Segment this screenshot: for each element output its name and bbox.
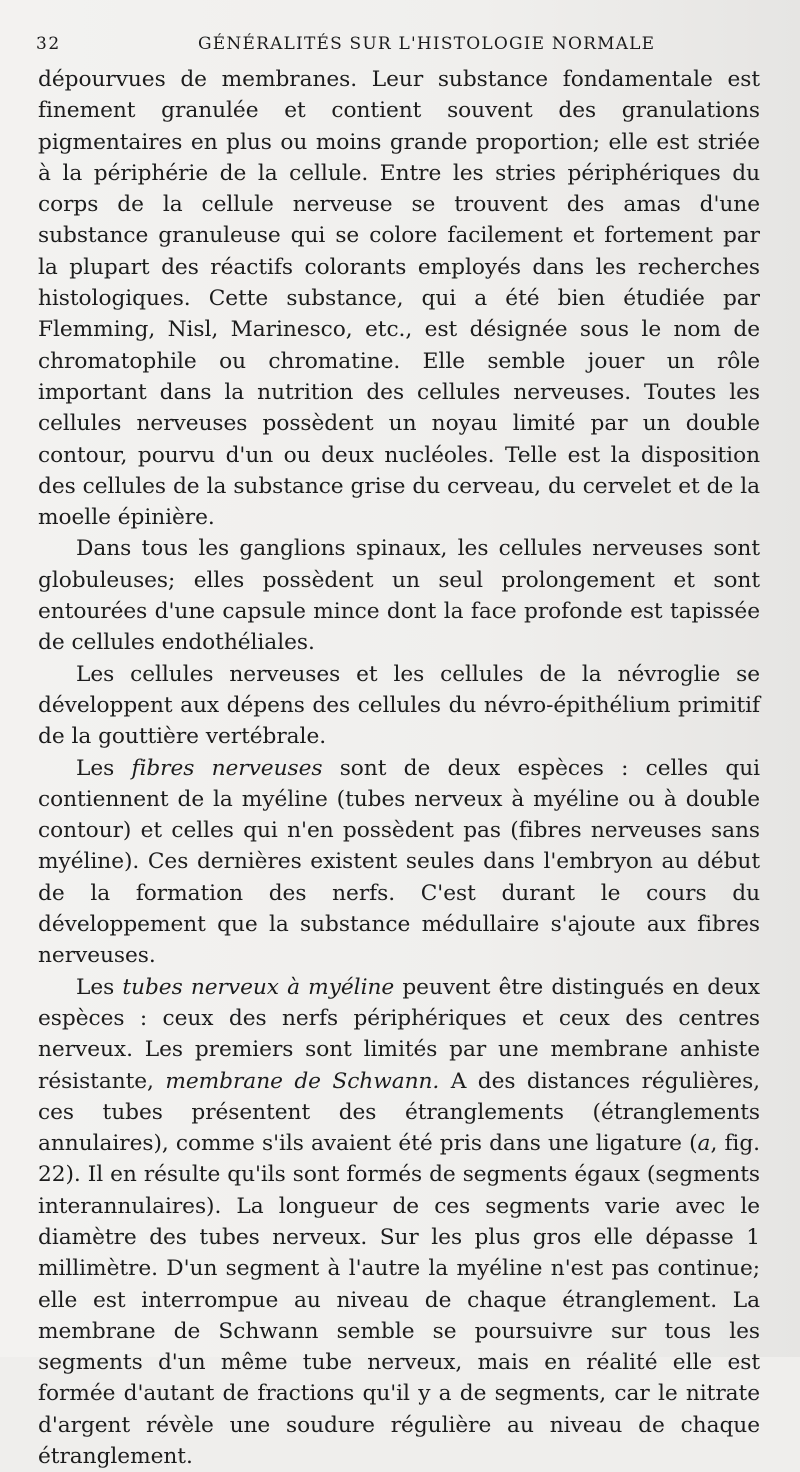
text-run: Les cellules nerveuses et les cellules de la névroglie se développent aux dépens des cellules du névro-épithélium primitif de la gouttière vertébrale. [38, 661, 760, 750]
text-run: A des distances régulières, ces tubes présentent des étranglements (étranglements annulaires), comme s'ils avaient été pris dans une ligature ( [38, 1068, 760, 1157]
italic-term: membrane de Schwann. [165, 1068, 440, 1094]
paragraph [38, 64, 760, 533]
italic-term: fibres nerveuses [131, 755, 323, 781]
paragraph [38, 659, 760, 753]
paragraph [38, 533, 760, 658]
text-run: , fig. 22). Il en résulte qu'ils sont formés de segments égaux (segments interannulaires). La longueur de ces segments varie avec le diamètre des tubes nerveux. Sur les plus gros elle dépasse 1 millimètre. D'un segment à l'autre la myéline n'est pas continue; elle est interrompue au niveau de chaque étranglement. La membrane de Schwann semble se poursuivre sur tous les segments d'un même tube nerveux, mais en réalité elle est formée d'autant de fractions qu'il y a de segments, car le nitrate d'argent révèle une soudure régulière au niveau de chaque étranglement. [38, 1131, 760, 1470]
body-text [38, 64, 760, 1472]
paragraph [38, 972, 760, 1472]
italic-term: a [697, 1131, 711, 1157]
page-header [38, 28, 760, 62]
running-title: GÉNÉRALITÉS SUR L'HISTOLOGIE NORMALE [198, 34, 656, 54]
page-number: 32 [36, 34, 61, 54]
text-run: Les [76, 974, 123, 1000]
text-run: dépourvues de membranes. Leur substance fondamentale est finement granulée et contient souvent des granulations pigmentaires en plus ou moins grande proportion; elle est striée à la périphérie de la cellule. Entre les stries périphériques du corps de la cellule nerveuse se trouvent des amas d'une substance granuleuse qui se colore facilement et fortement par la plupart des réactifs colorants employés dans les recherches histologiques. Cette substance, qui a été bien étudiée par Flemming, Nisl, Marinesco, etc., est désignée sous le nom de chromatophile ou chromatine. Elle semble jouer un rôle important dans la nutrition des cellules nerveuses. Toutes les cellules nerveuses possèdent un noyau limité par un double contour, pourvu d'un ou deux nucléoles. Telle est la disposition des cellules de la substance grise du cerveau, du cervelet et de la moelle épinière. [38, 67, 760, 531]
paragraph [38, 753, 760, 972]
text-run: sont de deux espèces : celles qui contiennent de la myéline (tubes nerveux à myéline ou à double contour) et celles qui n'en possèdent pas (fibres nerveuses sans myéline). Ces dernières existent seules dans l'embryon au début de la formation des nerfs. C'est durant le cours du développement que la substance médullaire s'ajoute aux fibres nerveuses. [38, 755, 761, 969]
italic-term: tubes nerveux à myéline [122, 974, 395, 1000]
text-run: peuvent être distingués en deux espèces : ceux des nerfs périphériques et ceux des centres nerveux. Les premiers sont limités par une membrane anhiste résistante, [38, 974, 760, 1094]
text-run: Les [76, 755, 132, 781]
text-run: Dans tous les ganglions spinaux, les cellules nerveuses sont globuleuses; elles possèdent un seul prolongement et sont entourées d'une capsule mince dont la face profonde est tapissée de cellules endothéliales. [38, 536, 760, 656]
